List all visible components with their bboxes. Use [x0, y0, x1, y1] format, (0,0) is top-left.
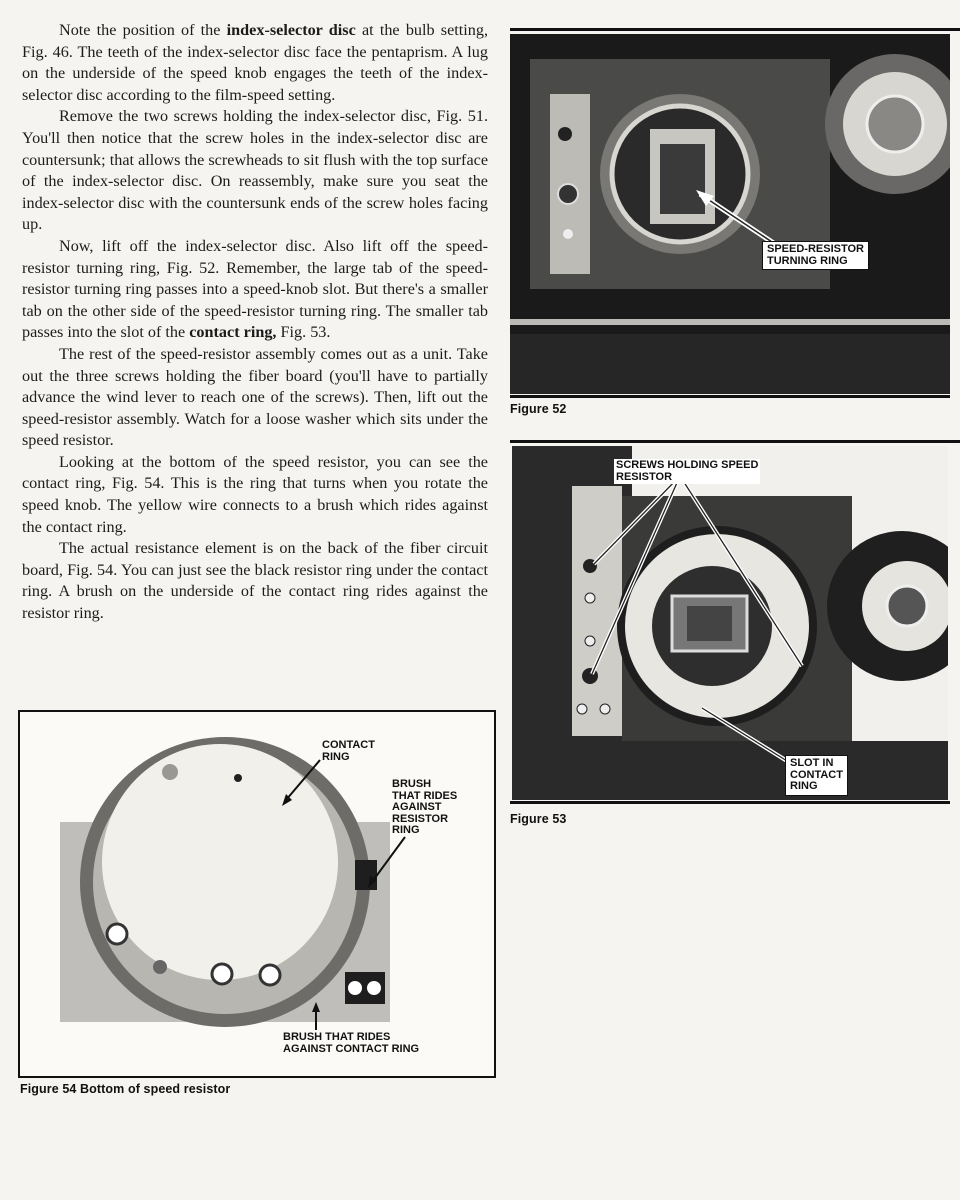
text-run: at the bulb setting, Fig. 46. The teeth of the index-selector disc face the pentaprism. A lug on the underside of the speed knob engages the teeth of the index-selector disc according to the film-speed setting.	[22, 21, 489, 104]
body-paragraph	[22, 106, 488, 236]
callout-line: BRUSH	[392, 778, 432, 790]
text-run: The actual resistance element is on the back of the fiber circuit board, Fig. 54. You can just see the black resistor ring under the contact ring. A brush on the underside of the contact ring rides against the resistor ring.	[22, 539, 488, 623]
figure-54-caption: Figure 54 Bottom of speed resistor	[20, 1082, 231, 1096]
body-paragraph	[22, 344, 488, 452]
body-paragraph	[22, 538, 488, 624]
callout-line: AGAINST CONTACT RING	[283, 1042, 420, 1055]
figure-54-callout-contact-ring	[322, 740, 375, 763]
figure-53-callout-screws	[614, 459, 760, 484]
callout-line: THAT RIDES	[392, 789, 458, 802]
callout-line: CONTACT	[790, 768, 843, 781]
text-run: The rest of the speed-resistor assembly comes out as a unit. Take out the three screws holding the fiber board (you'll have to partially advance the wind lever to reach one of the screws). Then, lift out the speed-resistor assembly. Watch for a loose washer which sits under the speed resistor.	[22, 344, 488, 450]
body-paragraph	[22, 452, 488, 538]
figure-52-caption: Figure 52	[510, 402, 567, 416]
figure-54-callout-brush-contact	[283, 1032, 419, 1055]
text-run: Remove the two screws holding the index-selector disc, Fig. 51. You'll then notice that the screw holes in the index-selector disc are countersunk; that allows the screwheads to sit flush with the top surface of the index-selector disc. On reassembly, make sure you seat the index-selector disc with the countersunk ends of the screw holes facing up.	[22, 107, 488, 234]
text-run: Now, lift off the index-selector disc. Also lift off the speed-resistor turning ring, Fig. 52. Remember, the large tab of the speed-resistor turning ring passes into a speed-knob slot. But there's a smaller tab on the other side of the speed-resistor turning ring. The smaller tab passes into the slot of the	[22, 236, 488, 342]
callout-line: RING	[392, 824, 420, 836]
figure-53-callout-slot	[785, 755, 848, 796]
text-run: Looking at the bottom of the speed resistor, you can see the contact ring, Fig. 54. This is the ring that turns when you rotate the speed knob. The yellow wire connects to a brush which rides against the contact ring.	[22, 452, 488, 536]
callout-line: TURNING RING	[767, 254, 848, 267]
callout-line: RING	[790, 780, 818, 792]
figure-53-top-rule	[510, 440, 960, 443]
text-run: Fig. 53.	[276, 323, 331, 342]
callout-line: SPEED-RESISTOR	[767, 243, 864, 255]
figure-52-bottom-rule	[510, 395, 950, 398]
figure-54-callout-brush-resistor	[392, 779, 457, 837]
figure-53-caption: Figure 53	[510, 812, 567, 826]
callout-line: SCREWS HOLDING SPEED	[616, 459, 759, 471]
callout-line: RESISTOR	[392, 812, 449, 825]
callout-line: SLOT IN	[790, 757, 834, 769]
callout-line: BRUSH THAT RIDES	[283, 1031, 391, 1043]
text-run: Note the position of the	[59, 21, 227, 39]
bold-term: index-selector disc	[226, 21, 356, 39]
figure-53-bottom-rule	[510, 801, 950, 804]
figure-52-callout-speed-resistor	[762, 241, 869, 270]
figure-54-photo	[18, 710, 496, 1078]
figure-53-photo	[512, 446, 948, 800]
figure-52-top-rule	[510, 28, 960, 31]
body-paragraph	[22, 236, 488, 344]
callout-line: AGAINST	[392, 801, 442, 813]
bold-term: contact ring,	[189, 323, 277, 342]
callout-line: RESISTOR	[616, 470, 673, 483]
callout-line: CONTACT	[322, 739, 375, 751]
body-paragraph	[22, 20, 488, 106]
body-text-column	[22, 20, 488, 625]
figure-52-photo	[510, 34, 950, 394]
callout-line: RING	[322, 750, 350, 763]
